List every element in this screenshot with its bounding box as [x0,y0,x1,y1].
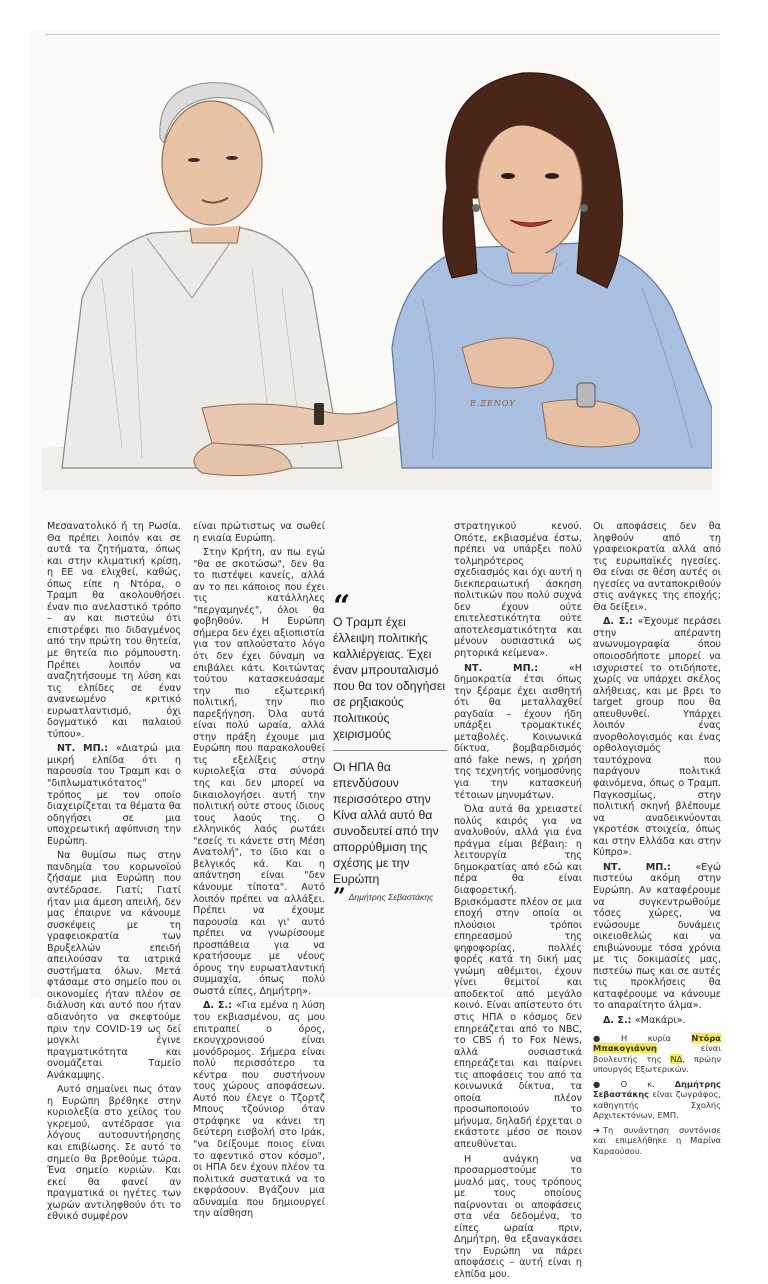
caricature-illustration [42,48,712,490]
pull-quote-text-1: Ο Τραμπ έχει έλλειψη πολιτικής καλλιέργειας. Έχει έναν μπρουταλισμό που θα τον οδηγήσει σε ρηξιακούς πολιτικούς χειρισμούς [333,615,446,741]
speaker-label: ΝΤ. ΜΠ.: [464,662,569,674]
bio-text: Η κυρία [621,1032,692,1043]
pull-quote [333,589,447,910]
paragraph-text: Στην Κρήτη, αν πω εγώ "θα σε σκοτώσω", δεν θα το πιστέψει κανείς, αλλά αν το πει κάποιος που έχει τις κατάλληλες "περγαμηνές", όλοι θα φοβηθούν. Η Ευρώπη σήμερα δεν έχει αξιοπιστία για τον απλούστατο λόγο ότι δεν έχει δύναμη να επιβάλει κάτι. Κοιτώντας τούτου κατασκευάσαμε την πιο εξωτερική πολιτική, την πιο παρεξήγηση. Όλα αυτά είναι πολύ ωραία, αλλά στην πράξη έχουμε μια Ευρώπη που παρακολουθεί τις εξελίξεις στην κυριολεξία στα σύνορά της και δεν μπορεί να δικαιολογήσει αυτή την πολιτική ούτε στους ίδιους τους λαούς της. Ο ελληνικός λαός ρωτάει "εσείς τι κάνετε στη Μέση Ανατολή", το ίδιο και ο βελγικός κά. Και η απάντηση είναι "δεν κάνουμε τίποτα". Αυτό λοιπόν πρέπει να αλλάξει. Πρέπει να έχουμε παρουσία και γι' αυτό πρέπει να γνωρίσουμε προσπάθεια για να κρατήσουμε με νέους όρους την ευρωατλαντική συμμαχία, όπως πολύ σωστά είπες, Δημήτρη». [193,547,325,997]
bio-entry [593,1079,721,1121]
article-paragraph [593,521,721,613]
article-paragraph [193,1000,325,1219]
woman-hand-left [462,338,553,388]
paragraph-text: Αυτό σημαίνει πως όταν η Ευρώπη βρέθηκε στην κυριολεξία στο χείλος του γκρεμού, αντέδρασε για λόγους αυτοσυντήρησης και επιβίωσης. Σε αυτό το σημείο θα βρεθούμε τώρα. Ένα σημείο κυριών. Και εκεί θα φανεί αν πραγματικά οι ηγέτες των χωρών αντιληφθούν ότι το εθνικό συμφέρον [47,1084,181,1223]
speaker-label: Δ. Σ.: [603,616,638,628]
paragraph-text: Οι αποφάσεις δεν θα ληφθούν από τη γραφειοκρατία αλλά από τις ευρωπαϊκές ηγεσίες. Θα είναι σε θέση αυτές οι ηγεσίες να ανταποκριθούν στις ανάγκες της εποχής; Θα δείξει». [593,521,721,613]
article-paragraph [193,521,325,544]
paragraph-text: Η ανάγκη να προσαρμοστούμε το μυαλό μας, τους τρόπους με τους οποίους παίρνονται οι αποφάσεις στα νέα δεδομένα, το είπες ωραία πριν, Δημήτρη, θα εξαναγκάσει την Ευρώπη να πάρει αποφάσεις – αυτή είναι η ελπίδα μου. [454,1153,582,1280]
arrow-icon: ➔ [593,1124,600,1135]
article-column-4 [593,521,721,1160]
bio-text: , πρώην υπουργός Εξωτερικών. [593,1053,721,1075]
paragraph-text: είναι πρώτιστως να σωθεί η ενιαία Ευρώπη. [193,521,325,544]
bio-text: είναι ζωγράφος, καθηγητής Σχολής Αρχιτεκτόνων, ΕΜΠ. [593,1089,721,1121]
bio-entry [593,1033,721,1075]
paragraph-text: Μεσανατολικό ή τη Ρωσία. Θα πρέπει λοιπόν και σε αυτά τα ζητήματα, όπως και στην κλιματική κρίση, η ΕΕ να ελιχθεί, καθώς, όπως είπε η Ντόρα, ο Τραμπ θα ακολουθήσει έναν πιο ανελαστικό τρόπο – αν και πιστεύω ότι επιστρέφει πιο διδαγμένος από την πρώτη του θητεία, με θητεία πιο ρόμπουστη. Πρέπει λοιπόν να αναζητήσουμε τη λύση και τις ελπίδες σε έναν ανανεωμένο κριτικό ευρωατλαντισμό, όχι δογματικό και παλαιού τύπου». [47,521,181,740]
bio-name: Δημήτρης Σεβαστάκης [593,1078,721,1100]
speaker-label: Δ. Σ.: [203,1000,236,1012]
article-paragraph [47,1084,181,1223]
speaker-label: Δ. Σ.: [603,1014,635,1026]
article-paragraph [47,743,181,847]
bio-text: είναι βουλευτής της [593,1043,721,1064]
article-paragraph [47,850,181,1081]
article-paragraph [593,862,721,1012]
paragraph-text: «Μακάρι». [634,1014,686,1026]
pull-quote-text-2: Οι ΗΠΑ θα επενδύσουν περισσότερο στην Κίνα αλλά αυτό θα συνοδευτεί από την απορρύθμιση της σχέσης με την Ευρώπη [333,760,439,886]
paragraph-text: «Έχουμε περάσει στην απέραντη ανωνυμογραφία όπου οποιοσδήποτε μπορεί να ισχυριστεί το οτιδήποτε, χωρίς να υπάρχει σκέλος αλήθειας, και με βρει το target group που θα απευθυνθεί. Υπάρχει λοιπόν ένας ανορθολογισμός και ένας ορθολογισμός ταυτόχρονα που παράγουν πολιτικά φαινόμενα, όπως ο Τραμπ. Παγκοσμίως, στην πολιτική σκηνή βλέπουμε να αναδεικνύονται γκροτέσκ στοιχεία, όπως και στην Ελλάδα και στην Κύπρο». [593,616,721,859]
paragraph-text: «Για εμένα η λύση του εκβιασμένου, ας μου επιτραπεί ο όρος, εκουγχρονισού είναι μονόδρομος. Σήμερα είναι πολύ περισσότερο τα κέντρα που συστήνουν τους χώρους αποφάσεων. Αυτό που έλεγε ο Τζορτζ Μπους τζούνιορ όταν στράφηκε να κάνει τη δεύτερη εισβολή στο Ιράκ, "να δείξουμε ποιος είναι το αφεντικό στον κόσμο", οι ΗΠΑ δεν έχουν πλέον τα πολιτικά συστατικά να το εκφράσουν. Βγάζουν μια αδυναμία που δημιουργεί την αίσθηση [193,1000,325,1220]
article-column-1 [47,521,181,1226]
pull-quote-divider [333,750,447,751]
article-column-2 [193,521,325,1223]
artist-signature: E.ΞΕΝΟΥ [470,399,516,408]
contributor-bios [593,1033,721,1157]
article-paragraph [454,1154,582,1281]
open-quote-mark: “ [333,589,351,624]
article-paragraph [454,663,582,802]
bio-name: Ντόρα Μπακογιάννη [593,1032,721,1054]
woman-watch [577,383,595,407]
paragraph-text: «Διατρώ μια μικρή ελπίδα ότι η παρουσία του Τραμπ και ο "διπλωματικότατος" τρόπος με τον οποίο διαχειρίζεται τα θέματα θα οδηγήσει σε μια υποχρεωτική αφύπνιση την Ευρώπη. [47,743,181,847]
man-watch [314,403,324,425]
article-paragraph [47,521,181,740]
bio-text: Ο κ. [620,1078,675,1089]
article-column-3 [454,521,582,1284]
article-paragraph [193,547,325,997]
speaker-label: ΝΤ. ΜΠ.: [57,743,116,755]
bullet-icon: ● [593,1078,618,1089]
article-paragraph [593,1015,721,1027]
paragraph-text: «Εγώ πιστεύω ακόμη στην Ευρώπη. Αν καταφέρουμε να συγκεντρωθούμε τόσες χώρες, να ενώσουμε δυνάμεις οικειοθελώς και να επιβιώνουμε τόσα χρόνια με τις δοκιμασίες μας, πιστεύω πως και σε αυτές τις προκλήσεις θα καταφέρουμε να κάνουμε το απαραίτητο άλμα». [593,861,721,1012]
pull-quote-author: Δημήτρης Σεβαστάκης [348,892,434,902]
article-paragraph [454,521,582,660]
article-paragraph [454,804,582,1150]
close-quote-mark: ” [333,884,346,910]
paragraph-text: «Η δημοκρατία έτσι όπως την ξέραμε έχει αισθητή ότι θα μεταλλαχθεί ραγδαία – έχουν ήδη υπάρξει τρομακτικές μεταβολές. Κοινωνικά δίκτυα, βομβαρδισμός από fake news, η χρήση της τεχνητής νοημοσύνης για την κατασκευή τέτοιων μηνυμάτων. [454,662,582,801]
bio-entry [593,1125,721,1157]
article-paragraph [593,616,721,858]
bio-text: Τη συνάντηση συντόνισε και επιμελήθηκε η Μαρίνα Καραούσου. [593,1124,721,1156]
man-face [162,101,262,225]
top-rule [45,34,720,35]
paragraph-text: Να θυμίσω πως στην πανδημία του κορωνοϊού ζήσαμε μια Ευρώπη που αντέδρασε. Γιατί; Γιατί ήταν μια άμεση απειλή, δεν μας έπαιρνε να κάνουμε συσκέψεις με τη γραφειοκρατία των Βρυξελλών επειδή απειλούσαν τα ιατρικά συστήματα όλων. Μετά φτάσαμε στο σημείο που οι οικονομίες ήταν πλέον σε διάλυση και αυτό που ήταν αδιανόητο να σκεφτούμε πριν την COVID-19 ως δεί μογκλι έγινε πραγματικότητα και ονομάζεται Ταμείο Ανάκαμψης. [47,850,181,1081]
speaker-label: ΝΤ. ΜΠ.: [603,861,696,873]
bullet-icon: ● [593,1032,619,1043]
paragraph-text: Όλα αυτά θα χρειαστεί πολύς καιρός για να αναλυθούν, αλλά για ένα πράγμα είμαι βέβαιη: η λειτουργία της δημοκρατίας από εδώ και πέρα θα είναι διαφορετική. Βρισκόμαστε πλέον σε μια εποχή στην οποία οι πλούσιοι τρόποι επηρεασμού της ψηφοφορίας, πολλές φορές κατά τη δική μας γνώμη αθέμιτοι, έχουν γίνει θεμιτοί και αποδεκτοί από μεγάλο κοινό. Είναι απίστευτο ότι στις ΗΠΑ ο κόσμος δεν επηρεάζεται από το NBC, το CBS ή το Fox News, αλλά ουσιαστικά επηρεάζεται και παίρνει τις αποφάσεις του από τα κοινωνικά δίκτυα, τα οποία πλέον προσωποποιούν το μήνυμα, δηλαδή έρχεται ο εκάστοτε μέσο σε ποιον απευθύνεται. [454,804,582,1150]
paragraph-text: στρατηγικού κενού. Οπότε, εκβιασμένα έστω, πρέπει να υπάρξει πολύ τολμηρότερος σχεδιασμός και όχι αυτή η διεκπεραιωτική άσκηση πολιτικών που πολύ συχνά δεν έχουν ούτε επιτελεστικότητα ούτε αποτελεσματικότητα και μένουν ουσιαστικά ως ρητορικά κείμενα». [454,521,582,660]
bio-party: ΝΔ [670,1053,683,1064]
